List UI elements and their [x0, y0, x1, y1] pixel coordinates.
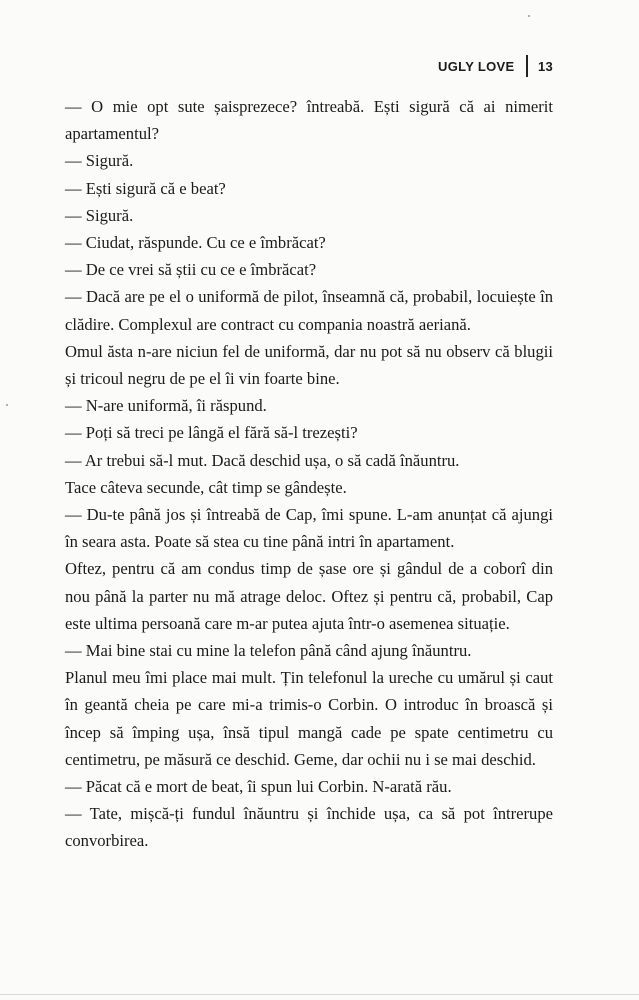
paragraph: Tace câteva secunde, cât timp se gândește. [65, 477, 347, 497]
paragraph: — Păcat că e mort de beat, îi spun lui Corbin. N-arată rău. [65, 777, 452, 797]
paragraph: — Dacă are pe el o uniformă de pilot, înseamnă că, probabil, locuiește în clădire. Complexul are contract cu compania noastră aeriană. [65, 287, 553, 334]
paragraph: — De ce vrei să știi cu ce e îmbrăcat? [65, 260, 317, 280]
paragraph: Oftez, pentru că am condus timp de șase ore și gândul de a coborî din nou până la parter nu mă atrage deloc. Oftez și pentru că, probabil, Cap este ultima persoană care m-ar putea ajuta într-o asemenea situație. [65, 559, 553, 633]
scan-speck [528, 15, 530, 17]
paragraph: — Ar trebui să-l mut. Dacă deschid ușa, o să cadă înăuntru. [65, 450, 460, 470]
paragraph: — Du-te până jos și întreabă de Cap, îmi spune. L-am anunțat că ajungi în seara asta. Poate să stea cu tine până intri în apartament. [65, 505, 553, 552]
header-divider [526, 55, 528, 77]
paragraph: — Ciudat, răspunde. Cu ce e îmbrăcat? [65, 233, 326, 253]
scan-speck [6, 404, 8, 406]
paragraph: — N-are uniformă, îi răspund. [65, 396, 267, 416]
paragraph: — Ești sigură că e beat? [65, 178, 226, 198]
paragraph: — Mai bine stai cu mine la telefon până când ajung înăuntru. [65, 641, 472, 661]
paragraph: — Sigură. [65, 151, 134, 171]
body-text [65, 93, 553, 855]
book-title: UGLY LOVE [438, 58, 515, 74]
running-header [438, 55, 553, 77]
paragraph: — O mie opt sute șaisprezece? întreabă. Ești sigură că ai nimerit apartamentul? [65, 97, 553, 144]
paragraph: — Poți să treci pe lângă el fără să-l trezești? [65, 423, 358, 443]
paragraph: — Sigură. [65, 205, 134, 225]
page-number: 13 [537, 58, 553, 74]
paragraph: Omul ăsta n-are niciun fel de uniformă, dar nu pot să nu observ că blugii și tricoul negru de pe el îi vin foarte bine. [65, 341, 553, 389]
scan-edge-line [0, 994, 639, 995]
paragraph: Planul meu îmi place mai mult. Țin telefonul la ureche cu umărul și caut în geantă cheia pe care mi-a trimis-o Corbin. O introduc în broască și încep să împing ușa, însă tipul mangă cade pe spate centimetru cu centimetru, pe măsură ce deschid. Geme, dar ochii nu i se mai deschid. [65, 668, 553, 769]
paragraph: — Tate, mișcă-ți fundul înăuntru și închide ușa, ca să pot întrerupe convorbirea. [65, 804, 553, 851]
